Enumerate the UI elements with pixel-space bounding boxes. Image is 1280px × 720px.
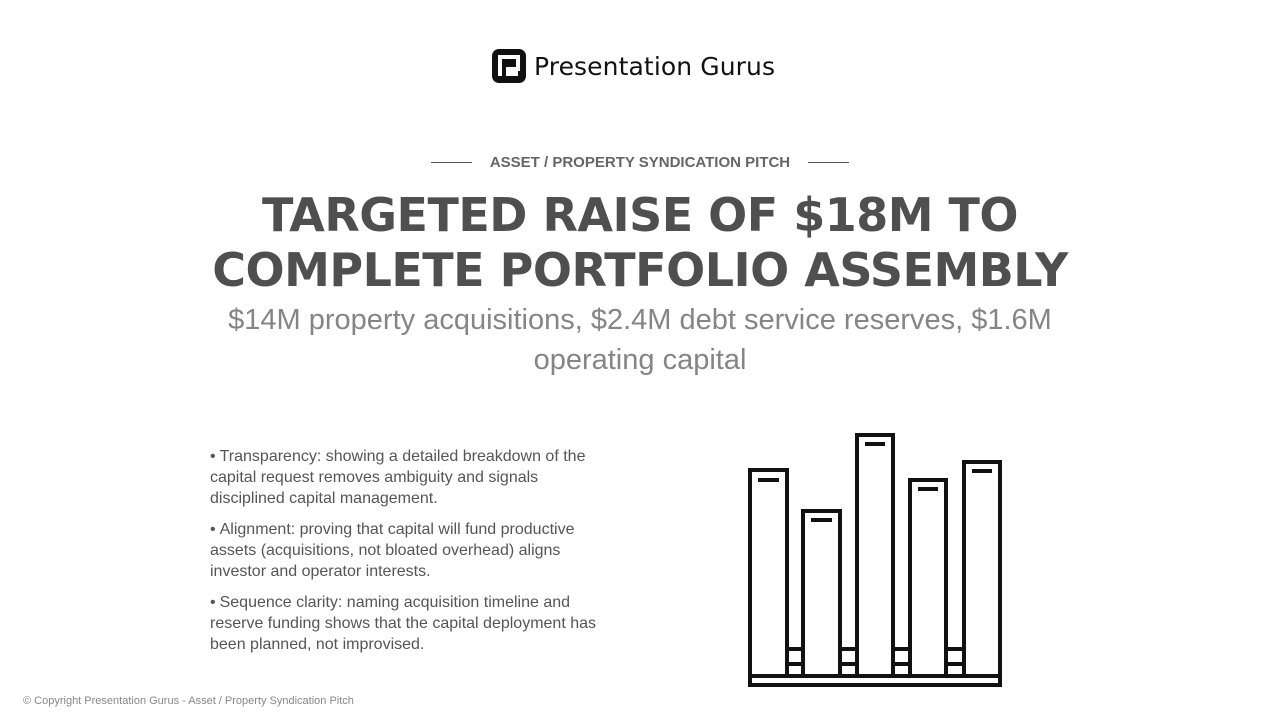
bar-chart-icon (746, 432, 1004, 690)
bullet-text: Transparency: showing a detailed breakdown of the capital request removes ambiguity and signals disciplined capital management. (210, 448, 586, 507)
bullet-mark: • (210, 594, 216, 611)
presentation-gurus-logo-icon (492, 49, 526, 83)
bullet-item (210, 446, 605, 509)
bullet-text: Sequence clarity: naming acquisition timeline and reserve funding shows that the capital deployment has been planned, not improvised. (210, 594, 597, 653)
bullet-text: Alignment: proving that capital will fund productive assets (acquisitions, not bloated overhead) aligns investor and operator interests. (210, 521, 575, 580)
bullet-mark: • (210, 521, 216, 538)
slide-title: TARGETED RAISE OF $18M TO COMPLETE PORTFOLIO ASSEMBLY (212, 188, 1068, 297)
bullet-item (210, 519, 605, 582)
bullet-mark: • (210, 448, 216, 465)
bullet-item (210, 592, 605, 655)
brand-name: Presentation Gurus (534, 51, 776, 81)
bullet-list (210, 446, 605, 665)
slide-subtitle: $14M property acquisitions, $2.4M debt service reserves, $1.6M operating capital (228, 304, 1052, 376)
kicker-rule-right (808, 162, 849, 163)
kicker-rule-left (431, 162, 472, 163)
slide-kicker: ASSET / PROPERTY SYNDICATION PITCH (489, 153, 791, 171)
brand-logo (492, 48, 792, 84)
footer-copyright: © Copyright Presentation Gurus - Asset / Property Syndication Pitch (23, 695, 354, 707)
kicker-row (0, 152, 1280, 172)
